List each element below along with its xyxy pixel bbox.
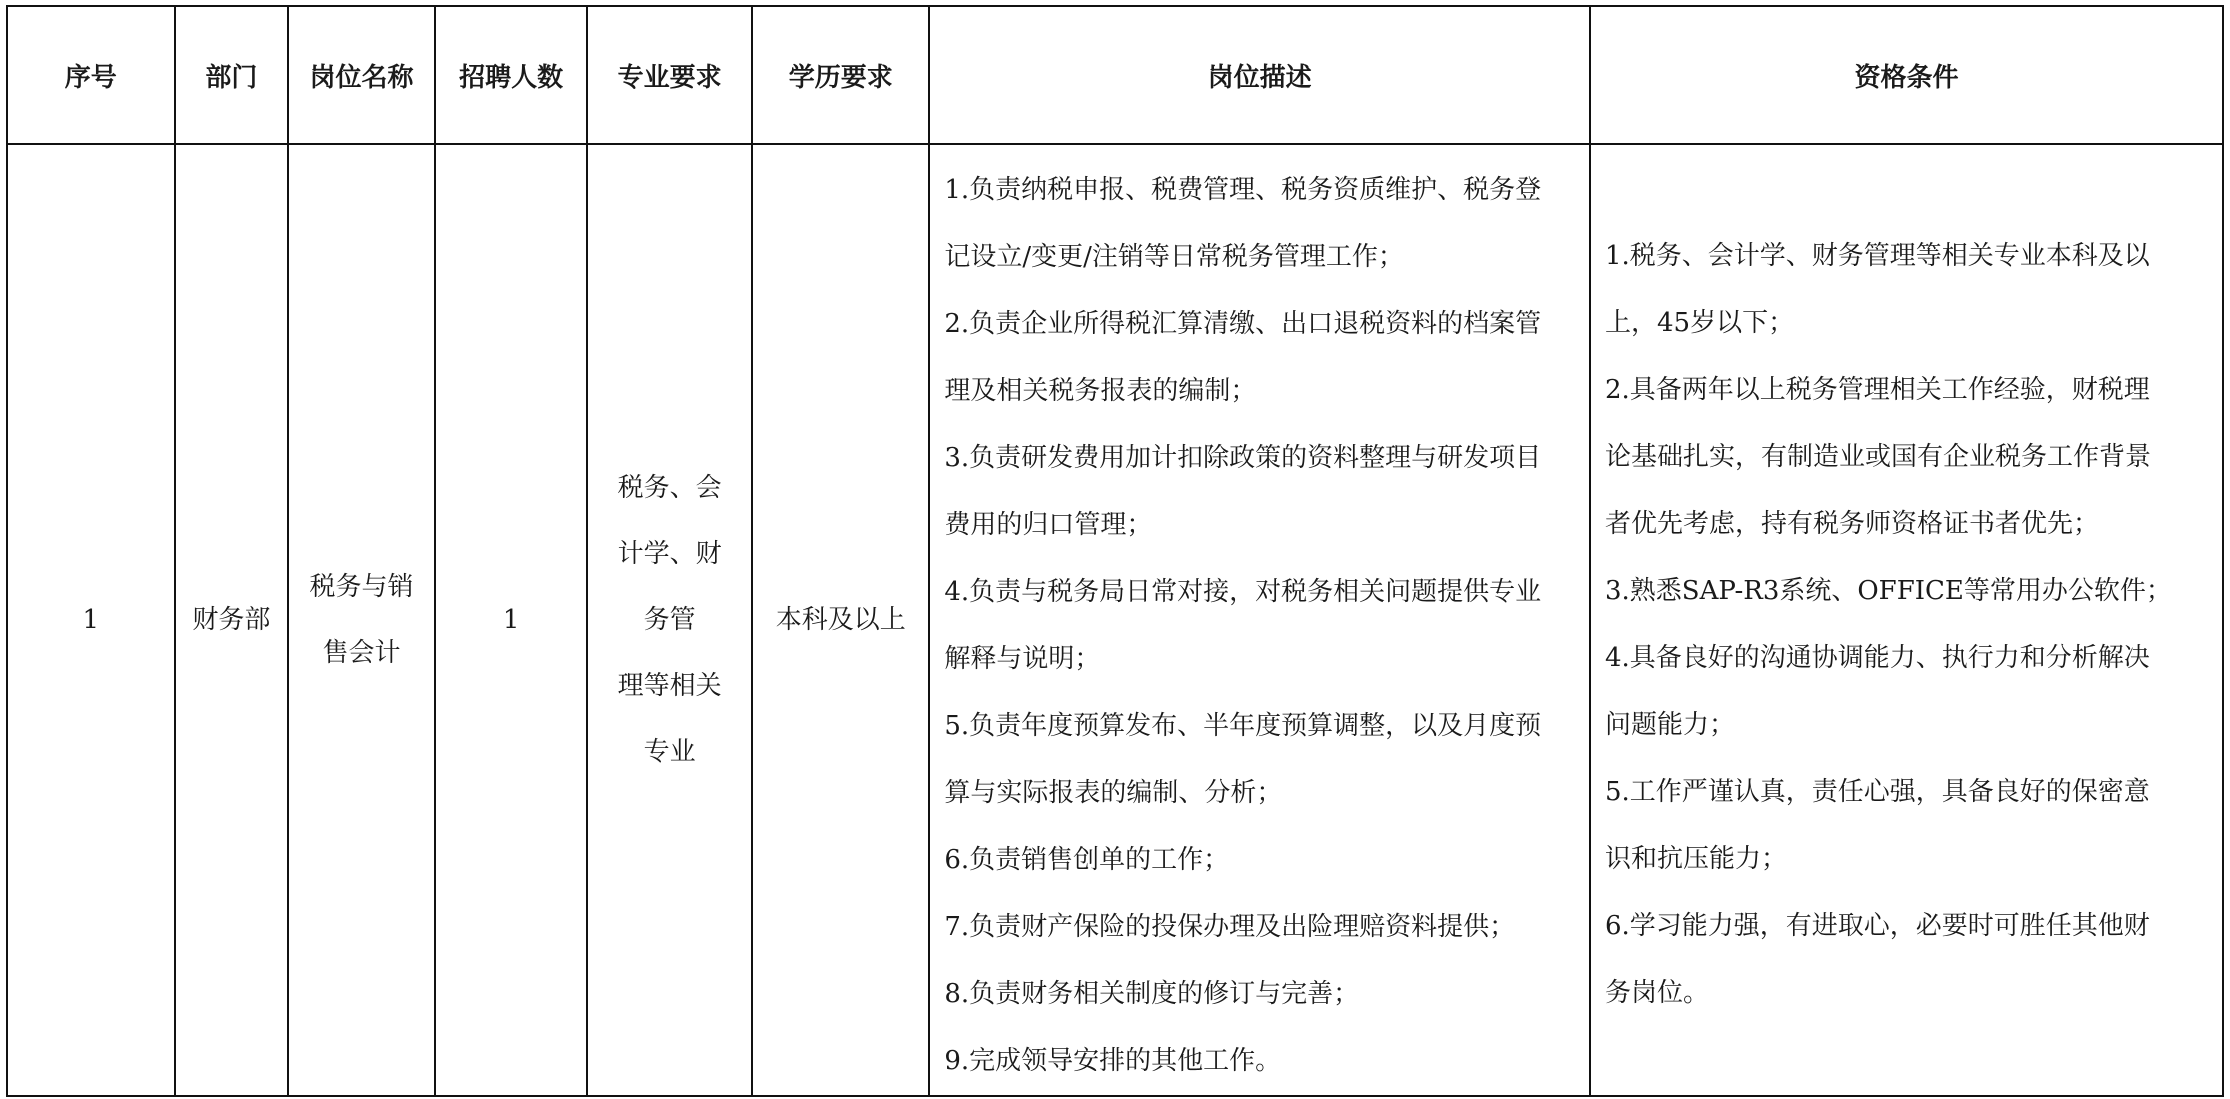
- cell-major: [587, 144, 752, 1096]
- description-line: 3.负责研发费用加计扣除政策的资料整理与研发项目: [944, 443, 1542, 473]
- description-line: 解释与说明；: [944, 644, 1101, 674]
- index-value: 1: [82, 605, 100, 635]
- cell-qualifications: [1590, 144, 2223, 1096]
- description-line: 记设立/变更/注销等日常税务管理工作；: [944, 242, 1404, 272]
- qualification-line: 者优先考虑，持有税务师资格证书者优先；: [1605, 509, 2100, 539]
- description-line: 2.负责企业所得税汇算清缴、出口退税资料的档案管: [944, 309, 1542, 339]
- cell-description: [929, 144, 1590, 1096]
- description-list: [930, 145, 1589, 1095]
- cell-position: [288, 144, 435, 1096]
- description-line: 算与实际报表的编制、分析；: [944, 778, 1283, 808]
- cell-index: [7, 144, 175, 1096]
- description-line: 费用的归口管理；: [944, 510, 1153, 540]
- description-line: 6.负责销售创单的工作；: [944, 845, 1230, 875]
- header-department: 部门: [175, 6, 289, 144]
- header-headcount: 招聘人数: [435, 6, 587, 144]
- description-line: 4.负责与税务局日常对接，对税务相关问题提供专业: [944, 577, 1542, 607]
- header-position: 岗位名称: [288, 6, 435, 144]
- qualification-line: 1.税务、会计学、财务管理等相关专业本科及以: [1605, 241, 2150, 271]
- department-value: 财务部: [192, 605, 271, 635]
- headcount-value: 1: [502, 605, 520, 635]
- major-line: 专业: [643, 737, 696, 767]
- major-value: [618, 455, 722, 785]
- position-line: 售会计: [322, 638, 401, 668]
- major-line: 理等相关: [617, 671, 722, 701]
- position-value: [289, 554, 434, 686]
- qualification-list: [1591, 145, 2222, 1027]
- description-line: 9.完成领导安排的其他工作。: [944, 1046, 1282, 1076]
- major-line: 税务、会: [617, 473, 722, 503]
- header-description: 岗位描述: [929, 6, 1590, 144]
- qualification-line: 上，45岁以下；: [1605, 308, 1795, 338]
- cell-education: [752, 144, 929, 1096]
- header-education: 学历要求: [752, 6, 929, 144]
- header-qualifications: 资格条件: [1590, 6, 2223, 144]
- major-line: 计学、财: [617, 539, 722, 569]
- description-line: 理及相关税务报表的编制；: [944, 376, 1257, 406]
- qualification-line: 论基础扎实，有制造业或国有企业税务工作背景: [1605, 442, 2152, 472]
- major-line: 务管: [643, 605, 696, 635]
- header-row: [7, 6, 2223, 144]
- description-line: 8.负责财务相关制度的修订与完善；: [944, 979, 1360, 1009]
- header-major: 专业要求: [587, 6, 752, 144]
- qualification-line: 识和抗压能力；: [1605, 844, 1788, 874]
- qualification-line: 问题能力；: [1605, 710, 1736, 740]
- education-value: 本科及以上: [775, 605, 906, 635]
- qualification-line: 5.工作严谨认真，责任心强，具备良好的保密意: [1605, 777, 2150, 807]
- qualification-line: 3.熟悉SAP-R3系统、OFFICE等常用办公软件；: [1605, 576, 2172, 606]
- qualification-line: 4.具备良好的沟通协调能力、执行力和分析解决: [1605, 643, 2150, 673]
- qualification-line: 务岗位。: [1605, 978, 1710, 1008]
- recruitment-table: [6, 5, 2224, 1097]
- description-line: 5.负责年度预算发布、半年度预算调整，以及月度预: [944, 711, 1542, 741]
- description-line: 7.负责财产保险的投保办理及出险理赔资料提供；: [944, 912, 1516, 942]
- position-line: 税务与销: [309, 572, 414, 602]
- qualification-line: 2.具备两年以上税务管理相关工作经验，财税理: [1605, 375, 2150, 405]
- header-index: 序号: [7, 6, 175, 144]
- cell-headcount: [435, 144, 587, 1096]
- cell-department: [175, 144, 289, 1096]
- table-row: [7, 144, 2223, 1096]
- description-line: 1.负责纳税申报、税费管理、税务资质维护、税务登: [944, 175, 1542, 205]
- qualification-line: 6.学习能力强，有进取心，必要时可胜任其他财: [1605, 911, 2150, 941]
